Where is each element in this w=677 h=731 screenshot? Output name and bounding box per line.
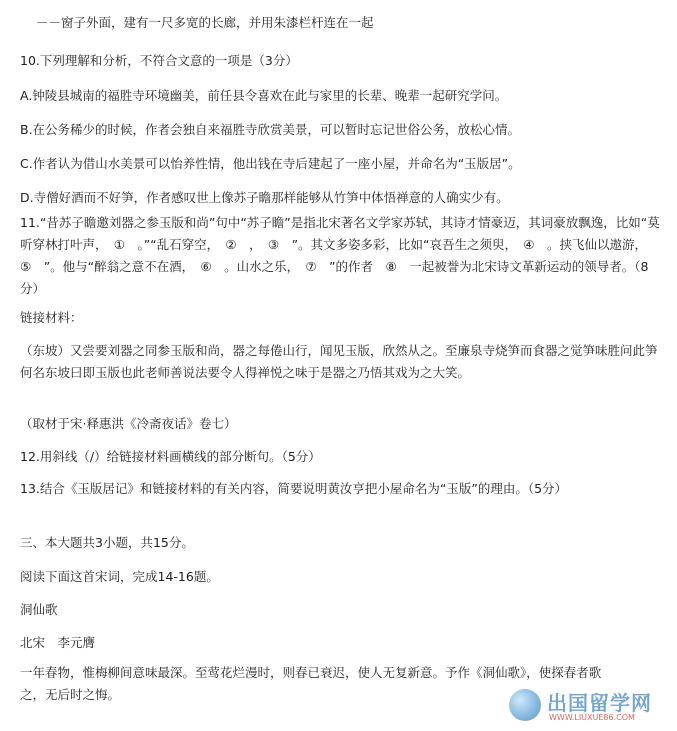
- watermark-title: 出国留学网: [547, 691, 652, 715]
- option-b: B.在公务稀少的时候，作者会独自来福胜寺欣赏美景，可以暂时忘记世俗公务，放松心情。: [20, 122, 521, 137]
- option-c: C.作者认为借山水美景可以怡养性情，他出钱在寺后建起了一座小屋，并命名为“玉版居”。: [20, 156, 521, 171]
- text-line-continuation: －－窗子外面，建有一尺多宽的长廊，并用朱漆栏杆连在一起: [36, 15, 374, 30]
- option-a: A.钟陵县城南的福胜寺环境幽美，前任县令喜欢在此与家里的长辈、晚辈一起研究学问。: [20, 88, 508, 103]
- option-d: D.寺僧好酒而不好笋，作者感叹世上像苏子瞻那样能够从竹笋中体悟禅意的人确实少有。: [20, 190, 509, 205]
- question-10: 10.下列理解和分析，不符合文意的一项是（3分）: [20, 53, 298, 68]
- watermark-url: WWW.LIUXUE86.COM: [549, 713, 635, 722]
- question-11: 11.“昔苏子瞻邀刘器之参玉版和尚”句中“苏子瞻”是指北宋著名文学家苏轼，其诗才情豪迈，其词豪放飘逸，比如“莫听穿林打叶声， ① 。”“乱石穿空， ② ， ③ ”。其文多姿多彩，比如“哀吾生之须臾， ④ 。挟飞仙以遨游， ⑤ ”。他与“醉翁之意不在酒， ⑥ 。山水之乐， ⑦ ”的作者 ⑧ 一起被誉为北宋诗文革新运动的领导者。（8分）: [20, 215, 660, 296]
- question-13: 13.结合《玉版居记》和链接材料的有关内容，简要说明黄汝亨把小屋命名为“玉版”的理由。（5分）: [20, 481, 568, 496]
- link-material-heading: 链接材料：: [20, 310, 83, 325]
- link-material-text: （东坡）又尝要刘器之同参玉版和尚，器之每倦山行，闻见玉版，欣然从之。至廉泉寺烧笋而食器之觉笋味胜问此笋何名东坡曰即玉版也此老师善说法要令人得禅悦之味于是器之乃悟其戏为之大笑。: [20, 343, 658, 380]
- section-three-heading: 三、本大题共3小题，共15分。: [20, 535, 194, 550]
- globe-icon: [509, 689, 541, 721]
- site-watermark: [509, 687, 669, 725]
- poem-author: 北宋 李元膺: [20, 635, 96, 650]
- reading-instruction: 阅读下面这首宋词，完成14-16题。: [20, 569, 219, 584]
- poem-preface: 一年春物，惟梅柳间意味最深。至莺花烂漫时，则春已衰迟，使人无复新意。予作《洞仙歌》，使探春者歌之，无后时之悔。: [20, 665, 602, 702]
- source-citation: （取材于宋·释惠洪《冷斋夜话》卷七）: [20, 416, 237, 431]
- question-12: 12.用斜线（/）给链接材料画横线的部分断句。（5分）: [20, 449, 321, 464]
- poem-title: 洞仙歌: [20, 602, 58, 617]
